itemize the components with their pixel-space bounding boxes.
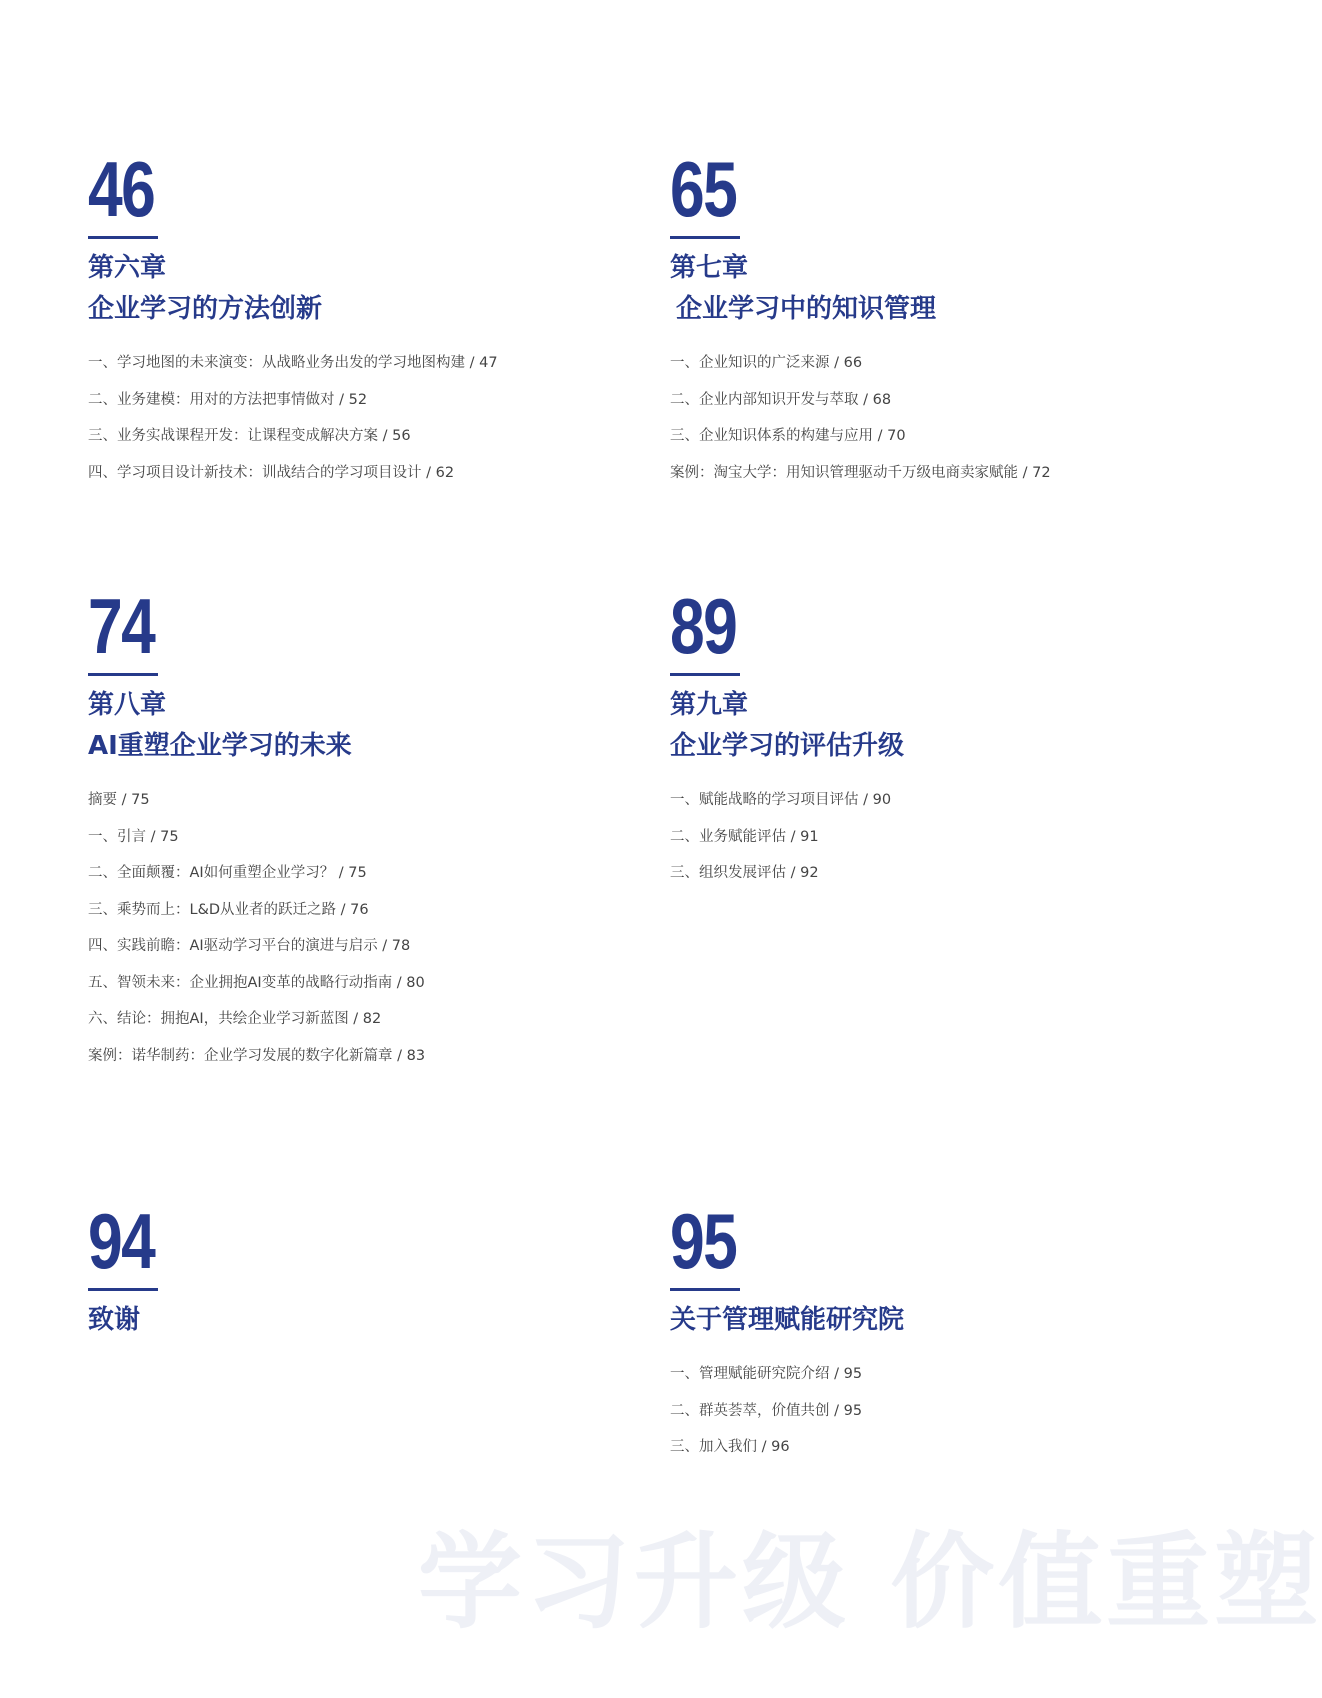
- toc-item[interactable]: 二、业务建模：用对的方法把事情做对 / 52: [88, 391, 368, 408]
- page-number: 46: [88, 145, 155, 233]
- toc-item[interactable]: 案例：诺华制药：企业学习发展的数字化新篇章 / 83: [88, 1047, 426, 1064]
- toc-item[interactable]: 二、业务赋能评估 / 91: [670, 828, 819, 845]
- page-number: 74: [88, 582, 155, 670]
- toc-item[interactable]: 三、组织发展评估 / 92: [670, 865, 819, 882]
- chapter-label: 第六章: [88, 253, 167, 283]
- toc-item[interactable]: 摘要 / 75: [88, 792, 150, 809]
- page-number: 89: [670, 582, 737, 670]
- divider: [670, 236, 740, 239]
- chapter-label: 第七章: [670, 253, 749, 283]
- toc-item[interactable]: 四、实践前瞻：AI驱动学习平台的演进与启示 / 78: [88, 938, 411, 955]
- toc-item[interactable]: 案例：淘宝大学：用知识管理驱动千万级电商卖家赋能 / 72: [670, 464, 1051, 481]
- toc-item-list: [670, 1356, 1150, 1466]
- chapter-title: 企业学习的方法创新: [88, 294, 323, 325]
- toc-section-chapter-9: [670, 582, 1150, 892]
- chapter-title: 企业学习中的知识管理: [676, 294, 937, 325]
- toc-item[interactable]: 二、全面颠覆：AI如何重塑企业学习？ / 75: [88, 865, 367, 882]
- divider: [88, 236, 158, 239]
- watermark-slogan: 学习升级 价值重塑: [418, 1521, 1322, 1643]
- toc-section-acknowledgements: [88, 1197, 568, 1336]
- page-number: 94: [88, 1197, 155, 1285]
- chapter-title: AI重塑企业学习的未来: [88, 731, 352, 762]
- toc-item[interactable]: 二、企业内部知识开发与萃取 / 68: [670, 391, 892, 408]
- toc-item[interactable]: 四、学习项目设计新技术：训战结合的学习项目设计 / 62: [88, 464, 455, 481]
- chapter-label: 第八章: [88, 690, 167, 720]
- section-title: 致谢: [88, 1305, 141, 1335]
- toc-item[interactable]: 二、群英荟萃，价值共创 / 95: [670, 1402, 863, 1419]
- page-number: 65: [670, 145, 737, 233]
- chapter-title: 企业学习的评估升级: [670, 731, 905, 762]
- toc-item[interactable]: 一、管理赋能研究院介绍 / 95: [670, 1366, 863, 1383]
- toc-section-about: [670, 1197, 1150, 1466]
- toc-item-list: [670, 782, 1150, 892]
- section-title: 关于管理赋能研究院: [670, 1305, 905, 1335]
- toc-item[interactable]: 一、赋能战略的学习项目评估 / 90: [670, 792, 892, 809]
- divider: [88, 1288, 158, 1291]
- chapter-label: 第九章: [670, 690, 749, 720]
- toc-item-list: [670, 345, 1150, 491]
- toc-item-list: [88, 345, 568, 491]
- toc-section-chapter-6: [88, 145, 568, 491]
- toc-section-chapter-7: [670, 145, 1150, 491]
- toc-item[interactable]: 六、结论：拥抱AI，共绘企业学习新蓝图 / 82: [88, 1011, 382, 1028]
- toc-item-list: [88, 782, 568, 1074]
- toc-item[interactable]: 五、智领未来：企业拥抱AI变革的战略行动指南 / 80: [88, 974, 425, 991]
- divider: [88, 673, 158, 676]
- divider: [670, 673, 740, 676]
- divider: [670, 1288, 740, 1291]
- toc-item[interactable]: 三、企业知识体系的构建与应用 / 70: [670, 428, 906, 445]
- toc-item[interactable]: 三、乘势而上：L&D从业者的跃迁之路 / 76: [88, 901, 369, 918]
- page-number: 95: [670, 1197, 737, 1285]
- toc-item[interactable]: 三、业务实战课程开发：让课程变成解决方案 / 56: [88, 428, 411, 445]
- toc-section-chapter-8: [88, 582, 568, 1074]
- toc-item[interactable]: 三、加入我们 / 96: [670, 1439, 790, 1456]
- toc-item[interactable]: 一、企业知识的广泛来源 / 66: [670, 355, 863, 372]
- toc-item[interactable]: 一、学习地图的未来演变：从战略业务出发的学习地图构建 / 47: [88, 355, 498, 372]
- toc-item[interactable]: 一、引言 / 75: [88, 828, 179, 845]
